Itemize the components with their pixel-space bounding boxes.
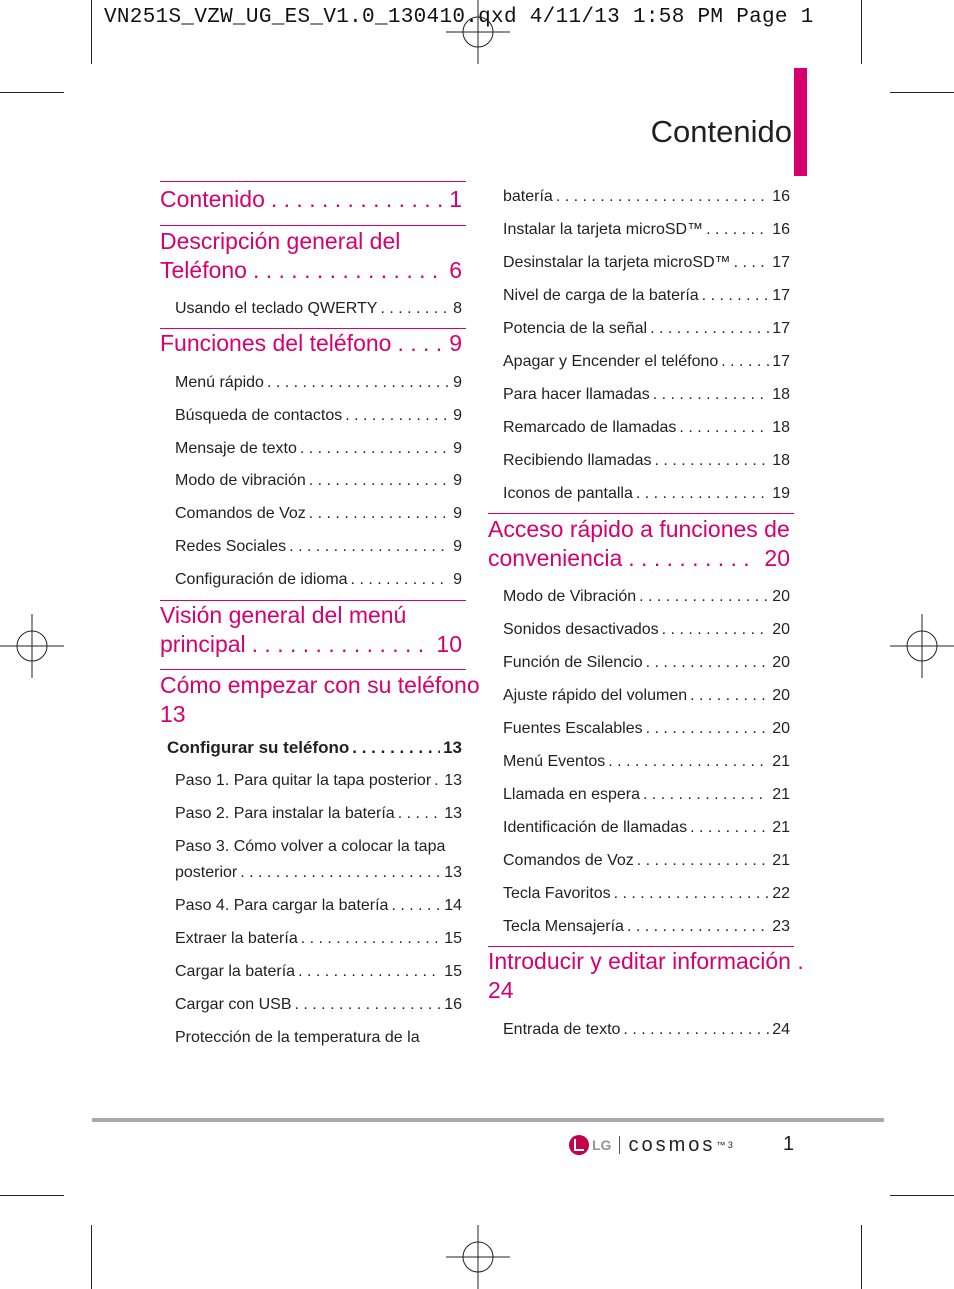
toc-entry[interactable] [503, 418, 790, 438]
section-title-line1: Introducir y editar información . [488, 948, 804, 974]
section-page: 9 [449, 330, 462, 356]
entry-page: 9 [453, 407, 462, 424]
entry-title: Modo de Vibración [503, 588, 637, 605]
entry-page: 22 [772, 885, 790, 902]
entry-title: Comandos de Voz [175, 505, 306, 522]
entry-page: 9 [453, 374, 462, 391]
entry-page: 20 [772, 654, 790, 671]
toc-entry[interactable] [503, 686, 790, 706]
toc-entry[interactable] [503, 653, 790, 673]
toc-entry[interactable] [503, 352, 790, 372]
section-title-line1: Cómo empezar con su teléfono [160, 672, 480, 698]
entry-title: Comandos de Voz [503, 852, 634, 869]
entry-title: Función de Silencio [503, 654, 643, 671]
toc-entry[interactable] [503, 484, 790, 504]
brand-lockup [569, 1133, 733, 1157]
section-title-line2: 13 [160, 701, 186, 727]
section-title-line1: Acceso rápido a funciones de [488, 516, 790, 542]
toc-entry[interactable] [503, 286, 790, 306]
entry-title: Identificación de llamadas [503, 819, 688, 836]
crop-mark [91, 1225, 92, 1289]
entry-title: Paso 1. Para quitar la tapa posterior [175, 772, 432, 789]
toc-entry[interactable] [503, 719, 790, 739]
registration-mark-left [0, 614, 64, 678]
entry-title: Mensaje de texto [175, 440, 297, 457]
toc-entry[interactable] [175, 471, 462, 491]
entry-title: posterior [175, 864, 238, 881]
toc-entry-paso4[interactable] [175, 896, 462, 916]
crop-mark [861, 1225, 862, 1289]
toc-entry-cargar-usb[interactable] [175, 995, 462, 1015]
entry-title: Ajuste rápido del volumen [503, 687, 688, 704]
entry-page: 9 [453, 538, 462, 555]
footer-rule [92, 1118, 884, 1122]
section-tab-marker [794, 68, 807, 176]
toc-entry-usando-teclado[interactable] [175, 299, 462, 319]
entry-page: 9 [453, 505, 462, 522]
toc-entry[interactable] [503, 187, 790, 207]
toc-entry-cargar[interactable] [175, 962, 462, 982]
crop-mark [890, 1195, 954, 1196]
entry-title: Nivel de carga de la batería [503, 287, 699, 304]
page-number: 1 [783, 1133, 795, 1155]
entry-title: Modo de vibración [175, 472, 306, 489]
file-slug-line: VN251S_VZW_UG_ES_V1.0_130410.qxd 4/11/13 1:58 PM Page 1 [104, 6, 814, 29]
entry-title: Configuración de idioma [175, 571, 348, 588]
toc-entry[interactable] [175, 570, 462, 590]
toc-section-contenido[interactable] [160, 185, 462, 214]
entry-title: Cargar la batería [175, 963, 296, 980]
toc-entry[interactable] [503, 884, 790, 904]
toc-entry[interactable] [503, 818, 790, 838]
registration-mark-top [446, 0, 510, 64]
toc-entry[interactable] [175, 406, 462, 426]
entry-page: 20 [772, 687, 790, 704]
entry-title: Configurar su teléfono [167, 738, 350, 757]
entry-title: Entrada de texto [503, 1021, 621, 1038]
toc-entry[interactable] [175, 504, 462, 524]
section-page: 1 [449, 186, 462, 212]
section-title-line1: Visión general del menú [160, 602, 407, 628]
entry-page: 9 [453, 472, 462, 489]
entry-page: 17 [772, 353, 790, 370]
toc-entry[interactable] [503, 917, 790, 937]
entry-page: 21 [772, 786, 790, 803]
toc-section-como-empezar[interactable] [160, 671, 480, 729]
toc-entry[interactable] [503, 253, 790, 273]
toc-section-introducir[interactable] [488, 947, 804, 1005]
entry-page: 17 [772, 320, 790, 337]
section-rule [160, 225, 466, 226]
entry-page: 18 [772, 419, 790, 436]
toc-entry[interactable] [503, 620, 790, 640]
toc-section-descripcion[interactable] [160, 227, 462, 285]
entry-page: 13 [444, 805, 462, 822]
entry-title: Llamada en espera [503, 786, 640, 803]
toc-entry[interactable] [175, 537, 462, 557]
section-title: Contenido [160, 186, 265, 212]
toc-entry[interactable] [175, 439, 462, 459]
toc-entry[interactable] [503, 752, 790, 772]
crop-mark [861, 0, 862, 64]
crop-mark [0, 92, 64, 93]
toc-entry-paso1[interactable] [175, 771, 462, 791]
toc-entry-entrada-texto[interactable] [503, 1020, 790, 1040]
toc-entry[interactable] [503, 220, 790, 240]
crop-mark [890, 92, 954, 93]
toc-entry-paso3-line1[interactable]: Paso 3. Cómo volver a colocar la tapa [175, 838, 446, 855]
entry-title: Iconos de pantalla [503, 485, 633, 502]
toc-entry-paso3[interactable] [175, 863, 462, 883]
section-title: Funciones del teléfono [160, 330, 392, 356]
toc-section-vision[interactable] [160, 601, 462, 659]
entry-page: 9 [453, 440, 462, 457]
entry-title: Menú Eventos [503, 753, 606, 770]
toc-entry[interactable] [503, 851, 790, 871]
entry-title: Paso 2. Para instalar la batería [175, 805, 395, 822]
product-name: cosmos [628, 1133, 716, 1156]
entry-title: Menú rápido [175, 374, 264, 391]
toc-section-funciones[interactable] [160, 329, 462, 358]
entry-title: Instalar la tarjeta microSD™ [503, 221, 704, 238]
lg-logo-icon [569, 1135, 589, 1155]
toc-entry-proteccion-line1[interactable]: Protección de la temperatura de la [175, 1029, 420, 1046]
entry-title: Tecla Mensajería [503, 918, 624, 935]
section-page: 10 [436, 631, 462, 657]
entry-page: 15 [444, 930, 462, 947]
toc-entry[interactable] [503, 451, 790, 471]
brand-separator [619, 1136, 620, 1154]
page-title: Contenido [650, 114, 792, 149]
entry-page: 9 [453, 571, 462, 588]
entry-title: Cargar con USB [175, 996, 292, 1013]
registration-mark-right [890, 614, 954, 678]
entry-page: 13 [444, 772, 462, 789]
entry-title: Apagar y Encender el teléfono [503, 353, 719, 370]
section-title-line2: Teléfono [160, 257, 247, 283]
entry-page: 16 [772, 188, 790, 205]
entry-page: 15 [444, 963, 462, 980]
crop-mark [0, 1195, 64, 1196]
entry-page: 21 [772, 753, 790, 770]
toc-entry-paso2[interactable] [175, 804, 462, 824]
entry-title: Usando el teclado QWERTY [175, 300, 378, 317]
toc-entry[interactable] [503, 385, 790, 405]
entry-page: 16 [772, 221, 790, 238]
section-rule [488, 513, 794, 514]
entry-page: 20 [772, 621, 790, 638]
section-rule [160, 669, 466, 670]
section-title-line1: Descripción general del [160, 228, 401, 254]
entry-title: Sonidos desactivados [503, 621, 659, 638]
entry-title: Para hacer llamadas [503, 386, 650, 403]
entry-page: 14 [444, 897, 462, 914]
crop-mark [91, 0, 92, 64]
entry-title: Remarcado de llamadas [503, 419, 677, 436]
entry-title: batería [503, 188, 553, 205]
entry-page: 16 [444, 996, 462, 1013]
toc-entry[interactable] [175, 373, 462, 393]
entry-page: 17 [772, 254, 790, 271]
entry-page: 13 [443, 738, 462, 757]
toc-entry-configurar[interactable] [167, 738, 462, 758]
toc-entry[interactable] [503, 319, 790, 339]
toc-entry-extraer[interactable] [175, 929, 462, 949]
registration-mark-bottom [446, 1225, 510, 1289]
entry-page: 19 [772, 485, 790, 502]
section-rule [160, 181, 466, 182]
entry-title: Potencia de la señal [503, 320, 648, 337]
toc-entry[interactable] [503, 587, 790, 607]
entry-page: 13 [444, 864, 462, 881]
entry-page: 20 [772, 720, 790, 737]
section-title-line2: conveniencia [488, 545, 623, 571]
entry-title: Extraer la batería [175, 930, 298, 947]
entry-page: 20 [772, 588, 790, 605]
entry-title: Redes Sociales [175, 538, 287, 555]
entry-title: Paso 4. Para cargar la batería [175, 897, 389, 914]
lg-logo-text: LG [592, 1137, 612, 1153]
section-page: 6 [449, 257, 462, 283]
toc-entry[interactable] [503, 785, 790, 805]
entry-title: Tecla Favoritos [503, 885, 611, 902]
entry-page: 18 [772, 452, 790, 469]
product-suffix: ™ 3 [716, 1140, 733, 1150]
entry-page: 24 [772, 1021, 790, 1038]
entry-page: 21 [772, 852, 790, 869]
entry-page: 8 [453, 300, 462, 317]
entry-page: 17 [772, 287, 790, 304]
section-page: 20 [764, 545, 790, 571]
entry-page: 23 [772, 918, 790, 935]
section-title-line2: 24 [488, 977, 514, 1003]
entry-title: Desinstalar la tarjeta microSD™ [503, 254, 731, 271]
entry-page: 18 [772, 386, 790, 403]
entry-page: 21 [772, 819, 790, 836]
toc-section-acceso[interactable] [488, 515, 790, 573]
entry-title: Fuentes Escalables [503, 720, 643, 737]
section-title-line2: principal [160, 631, 246, 657]
entry-title: Búsqueda de contactos [175, 407, 343, 424]
entry-title: Recibiendo llamadas [503, 452, 652, 469]
